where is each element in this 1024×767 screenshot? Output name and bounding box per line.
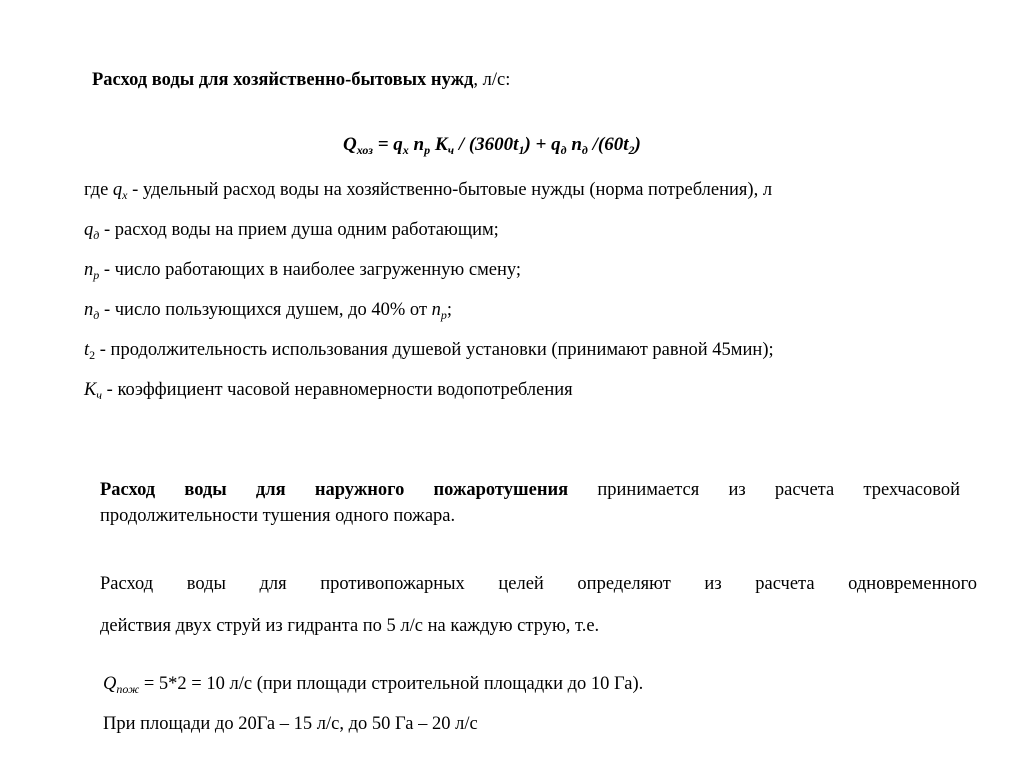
- fire-external-line2: продолжительности тушения одного пожара.: [100, 506, 456, 526]
- definition-text: - продолжительность использования душевой установки (принимают равной 45мин);: [95, 340, 774, 360]
- formula-k-symbol: К: [434, 134, 448, 155]
- definition-qx: [84, 178, 772, 202]
- heading-domestic-bold: Расход воды для хозяйственно-бытовых нужд: [92, 70, 474, 90]
- definition-text: - число работающих в наиболее загруженную смену;: [99, 260, 522, 280]
- definition-symbol: q: [84, 220, 94, 240]
- fire-purpose-line2: действия двух струй из гидранта по 5 л/с на каждую струю, т.е.: [100, 616, 600, 636]
- definition-subscript: х: [122, 188, 128, 202]
- definition-subscript: 2: [89, 348, 96, 362]
- formula-q-symbol: Q: [343, 134, 357, 155]
- formula-t2-subscript: 2: [628, 143, 635, 157]
- definition-nd: [84, 298, 452, 322]
- definition-text: - удельный расход воды на хозяйственно-бытовые нужды (норма потребления), л: [127, 180, 773, 200]
- definition-symbol: К: [84, 380, 97, 400]
- definition-subscript: д: [93, 308, 100, 322]
- definition-subscript: р: [93, 268, 100, 282]
- formula-q-subscript: хоз: [356, 143, 373, 157]
- definition-subscript: д: [93, 228, 100, 242]
- area-note: При площади до 20Га – 15 л/с, до 50 Га – 20 л/с: [103, 714, 478, 734]
- definition-symbol: t: [84, 340, 90, 360]
- formula-qx-symbol: q: [393, 134, 403, 155]
- formula-part: /(60t: [587, 134, 629, 155]
- definition-text: - число пользующихся душем, до 40% от: [99, 300, 432, 320]
- fire-external-line1: [100, 478, 960, 502]
- formula-fire-q-subscript: пож: [116, 682, 140, 696]
- definition-subscript: ч: [96, 388, 103, 402]
- formula-part: ) +: [524, 134, 552, 155]
- definition-k: [84, 378, 573, 402]
- definition-text: - коэффициент часовой неравномерности водопотребления: [102, 380, 573, 400]
- formula-part: / (3600t: [454, 134, 519, 155]
- formula-part: =: [372, 134, 394, 155]
- formula-qx-subscript: х: [402, 143, 409, 157]
- formula-np-subscript: р: [424, 143, 431, 157]
- definition-symbol: n: [84, 300, 94, 320]
- fire-external-text: принимается из расчета трехчасовой: [568, 480, 960, 500]
- formula-nd-symbol: n: [571, 134, 582, 155]
- formula-qd-symbol: q: [551, 134, 561, 155]
- definition-prefix: где: [84, 180, 113, 200]
- formula-np-symbol: n: [413, 134, 425, 155]
- definition-text: ;: [446, 300, 453, 320]
- fire-purpose-line1: Расход воды для противопожарных целей определяют из расчета одновременного: [100, 574, 977, 594]
- definition-symbol: q: [112, 180, 123, 200]
- formula-domestic: [343, 133, 641, 157]
- definition-symbol: n: [431, 300, 441, 320]
- definition-np: [84, 258, 521, 282]
- formula-fire-q-symbol: Q: [103, 674, 117, 694]
- formula-part: ): [634, 134, 641, 155]
- formula-t1-subscript: 1: [518, 143, 525, 157]
- formula-qd-subscript: д: [560, 143, 567, 157]
- heading-domestic-unit: , л/с:: [473, 70, 511, 90]
- definition-text: - расход воды на прием душа одним работающим;: [99, 220, 499, 240]
- formula-k-subscript: ч: [447, 143, 455, 157]
- definition-t2: [84, 338, 774, 362]
- fire-external-bold: Расход воды для наружного пожаротушения: [100, 480, 569, 500]
- definition-subscript: р: [440, 308, 447, 322]
- definition-symbol: n: [84, 260, 94, 280]
- formula-fire-text: = 5*2 = 10 л/с (при площади строительной площадки до 10 Га).: [139, 674, 644, 694]
- formula-fire: [103, 672, 643, 696]
- heading-domestic-water: [92, 68, 510, 92]
- definition-qd: [84, 218, 499, 242]
- formula-nd-subscript: д: [581, 143, 588, 157]
